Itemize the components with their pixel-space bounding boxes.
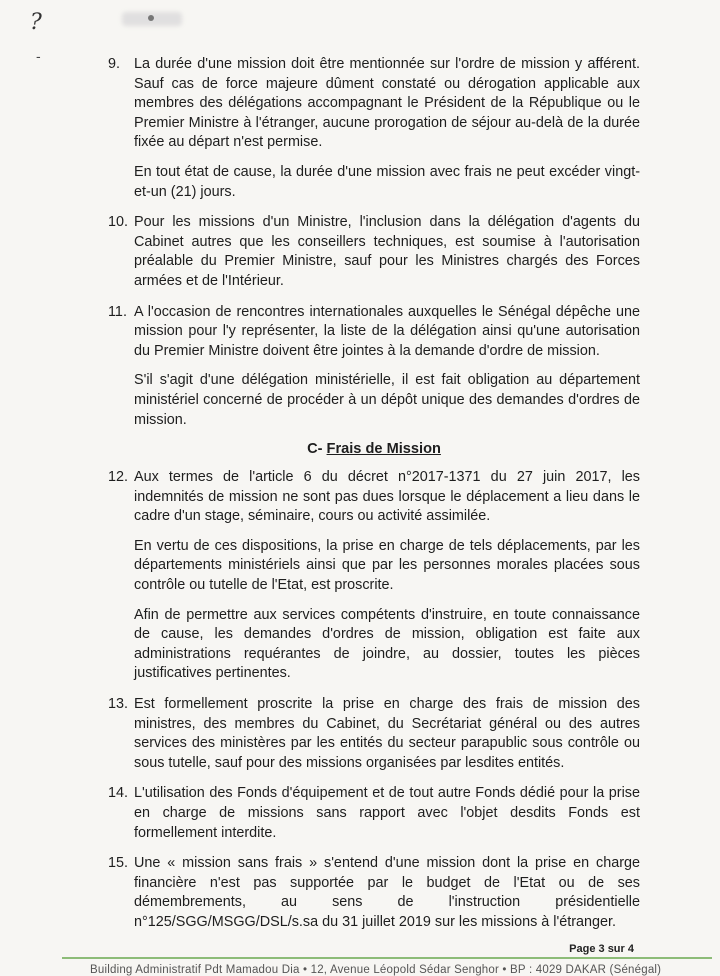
item-paragraph: En tout état de cause, la durée d'une mission avec frais ne peut excéder vingt-et-un (21) jours. bbox=[134, 163, 640, 200]
page-number: Page 3 sur 4 bbox=[569, 943, 634, 955]
list-item bbox=[108, 784, 640, 843]
item-paragraph: Pour les missions d'un Ministre, l'inclusion dans la délégation d'agents du Cabinet autres que les conseillers techniques, est soumise à l'autorisation préalable du Premier Ministre, sauf pour les Ministres chargés des Forces armées et de l'Intérieur. bbox=[134, 214, 640, 289]
items-top bbox=[108, 55, 640, 430]
handwritten-mark: ? bbox=[30, 10, 42, 35]
footer-rule bbox=[62, 957, 712, 959]
list-item bbox=[108, 55, 640, 202]
section-title: Frais de Mission bbox=[326, 441, 441, 458]
item-number: 10. bbox=[108, 214, 129, 231]
section-prefix: C- bbox=[307, 441, 323, 458]
item-number: 14. bbox=[108, 785, 129, 802]
list-item bbox=[108, 213, 640, 291]
footer-address: Building Administratif Pdt Mamadou Dia • 12, Avenue Léopold Sédar Senghor • BP : 4029 DAKAR (Sénégal) bbox=[90, 964, 662, 976]
item-number: 15. bbox=[108, 855, 129, 872]
item-paragraph: A l'occasion de rencontres internationales auxquelles le Sénégal dépêche une mission pour l'y représenter, la liste de la délégation ainsi qu'une autorisation du Premier Ministre doivent être jointes à la demande d'ordre de mission. bbox=[134, 303, 640, 359]
item-number: 12. bbox=[108, 469, 129, 486]
list-item bbox=[108, 695, 640, 773]
item-paragraph: L'utilisation des Fonds d'équipement et de tout autre Fonds dédié pour la prise en charge de missions sans rapport avec l'objet desdits Fonds est formellement interdite. bbox=[134, 785, 640, 841]
item-paragraph: En vertu de ces dispositions, la prise en charge de tels déplacements, par les départements ministériels ainsi que par les personnes morales placées sous contrôle ou tutelle de l'Etat, est proscrite. bbox=[134, 537, 640, 594]
item-paragraph: La durée d'une mission doit être mentionnée sur l'ordre de mission y afférent. Sauf cas de force majeure dûment constaté ou dérogation applicable aux membres des délégations accompagnant le Président de la République ou le Premier Ministre à l'étranger, aucune prorogation de séjour au-delà de la durée fixée au départ n'est permise. bbox=[134, 56, 640, 151]
items-bottom bbox=[108, 468, 640, 932]
item-number: 9. bbox=[108, 56, 121, 72]
document-body bbox=[108, 55, 640, 944]
item-paragraph: S'il s'agit d'une délégation ministérielle, il est fait obligation au département ministériel concerné de procéder à un dépôt unique des demandes d'ordres de mission. bbox=[134, 372, 640, 428]
redacted-dot bbox=[148, 15, 154, 21]
item-paragraph: Afin de permettre aux services compétents d'instruire, en toute connaissance de cause, les demandes d'ordres de mission, obligation est faite aux administrations requérantes de joindre, au dossier, toutes les pièces justificatives pertinentes. bbox=[134, 606, 640, 682]
item-paragraph: Est formellement proscrite la prise en charge des frais de mission des ministres, des membres du Cabinet, du Secrétariat général ou des autres services des ministères par les entités du secteur parapublic sous contrôle ou sous tutelle, sauf pour des missions organisées par lesdites entités. bbox=[134, 696, 640, 771]
list-item bbox=[108, 468, 640, 684]
item-paragraph: Une « mission sans frais » s'entend d'une mission dont la prise en charge financière n'est pas supportée par le budget de l'Etat ou de ses démembrements, au sens de l'instruction présidentielle n°125/SGG/MSGG/DSL/s.sa du 31 juillet 2019 sur les missions à l'étranger. bbox=[134, 855, 640, 930]
list-item bbox=[108, 303, 640, 431]
list-item bbox=[108, 854, 640, 932]
section-heading bbox=[108, 441, 640, 457]
item-number: 11. bbox=[108, 303, 127, 320]
item-paragraph: Aux termes de l'article 6 du décret n°2017-1371 du 27 juin 2017, les indemnités de mission ne sont pas dues lorsque le déplacement a lieu dans le cadre d'un stage, séminaire, cours ou activité assimilée. bbox=[134, 469, 640, 525]
margin-dash: - bbox=[36, 48, 41, 64]
item-number: 13. bbox=[108, 696, 129, 713]
